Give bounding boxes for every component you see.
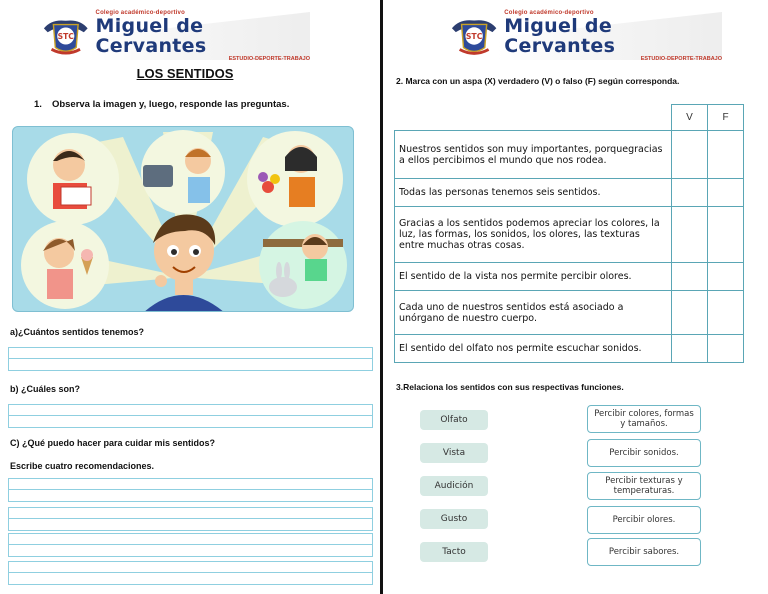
question-c-instruction: Escribe cuatro recomendaciones. — [10, 461, 155, 471]
right-page — [386, 0, 768, 594]
function-box[interactable]: Percibir sonidos. — [587, 439, 701, 467]
school-crest-icon — [42, 14, 90, 58]
table-row — [395, 335, 744, 363]
table-row — [395, 263, 744, 291]
icecream-girl-circle — [21, 221, 109, 309]
school-subtitle: Colegio académico-deportivo — [504, 10, 594, 16]
school-name: Miguel de Cervantes — [95, 15, 207, 57]
sense-box-audicion[interactable]: Audición — [420, 476, 488, 496]
true-false-table — [394, 104, 744, 363]
checkbox-v[interactable] — [672, 131, 708, 179]
flower-girl-circle — [247, 131, 343, 227]
statement: El sentido de la vista nos permite percibir olores. — [395, 263, 672, 291]
worksheet-title: LOS SENTIDOS — [136, 66, 234, 81]
checkbox-v[interactable] — [672, 291, 708, 335]
table-row — [395, 131, 744, 179]
school-crest-icon — [450, 14, 498, 58]
radio-boy-circle — [141, 130, 225, 214]
senses-illustration — [12, 126, 354, 312]
checkbox-v[interactable] — [672, 207, 708, 263]
answer-lines-b[interactable] — [8, 404, 373, 428]
answer-lines-c1[interactable] — [8, 478, 373, 502]
reading-boy-circle — [27, 133, 119, 225]
checkbox-v[interactable] — [672, 179, 708, 207]
answer-lines-c4[interactable] — [8, 561, 373, 585]
answer-lines-c3[interactable] — [8, 533, 373, 557]
table-row — [395, 179, 744, 207]
statement: Nuestros sentidos son muy importantes, porquegracias a ellos percibimos el mundo que nos rodea. — [395, 131, 672, 179]
function-box[interactable]: Percibir sabores. — [587, 538, 701, 566]
question-c: C) ¿Qué puedo hacer para cuidar mis sentidos? — [10, 438, 216, 448]
question-2: 2. Marca con un aspa (X) verdadero (V) o falso (F) según corresponda. — [396, 76, 680, 86]
sense-box-olfato[interactable]: Olfato — [420, 410, 488, 430]
checkbox-v[interactable] — [672, 263, 708, 291]
table-row — [395, 291, 744, 335]
function-box[interactable]: Percibir olores. — [587, 506, 701, 534]
checkbox-v[interactable] — [672, 335, 708, 363]
statement: Cada uno de nuestros sentidos está asociado a unórgano de nuestro cuerpo. — [395, 291, 672, 335]
svg-text:STC: STC — [465, 31, 483, 41]
left-page — [0, 0, 380, 594]
statement: Todas las personas tenemos seis sentidos. — [395, 179, 672, 207]
function-box[interactable]: Percibir texturas y temperaturas. — [587, 472, 701, 500]
school-header-right — [422, 12, 722, 60]
column-v: V — [672, 105, 708, 131]
school-subtitle: Colegio académico-deportivo — [95, 10, 185, 16]
statement: Gracias a los sentidos podemos apreciar los colores, la luz, las formas, los sonidos, los olores, las texturas entre muchas otras cosas. — [395, 207, 672, 263]
function-box[interactable]: Percibir colores, formas y tamaños. — [587, 405, 701, 433]
column-f: F — [708, 105, 744, 131]
question-1-number: 1. — [34, 99, 42, 110]
question-1-text: Observa la imagen y, luego, responde las preguntas. — [51, 99, 290, 110]
question-3: 3.Relaciona los sentidos con sus respectivas funciones. — [396, 382, 624, 392]
sense-box-tacto[interactable]: Tacto — [420, 542, 488, 562]
sense-box-vista[interactable]: Vista — [420, 443, 488, 463]
checkbox-f[interactable] — [708, 207, 744, 263]
question-1 — [34, 99, 289, 110]
school-name: Miguel de Cervantes — [504, 15, 616, 57]
checkbox-f[interactable] — [708, 179, 744, 207]
school-motto: ESTUDIO-DEPORTE-TRABAJO — [640, 56, 722, 62]
checkbox-f[interactable] — [708, 291, 744, 335]
question-b: b) ¿Cuáles son? — [10, 384, 81, 394]
table-row — [395, 207, 744, 263]
page-divider — [380, 0, 383, 594]
answer-lines-a[interactable] — [8, 347, 373, 371]
question-a: a)¿Cuántos sentidos tenemos? — [10, 327, 145, 337]
sense-box-gusto[interactable]: Gusto — [420, 509, 488, 529]
school-motto: ESTUDIO-DEPORTE-TRABAJO — [228, 56, 310, 62]
svg-text:STC: STC — [57, 31, 74, 41]
school-header — [14, 12, 310, 60]
rabbit-girl-circle — [259, 221, 347, 309]
checkbox-f[interactable] — [708, 335, 744, 363]
answer-lines-c2[interactable] — [8, 507, 373, 531]
statement: El sentido del olfato nos permite escuchar sonidos. — [395, 335, 672, 363]
checkbox-f[interactable] — [708, 263, 744, 291]
checkbox-f[interactable] — [708, 131, 744, 179]
